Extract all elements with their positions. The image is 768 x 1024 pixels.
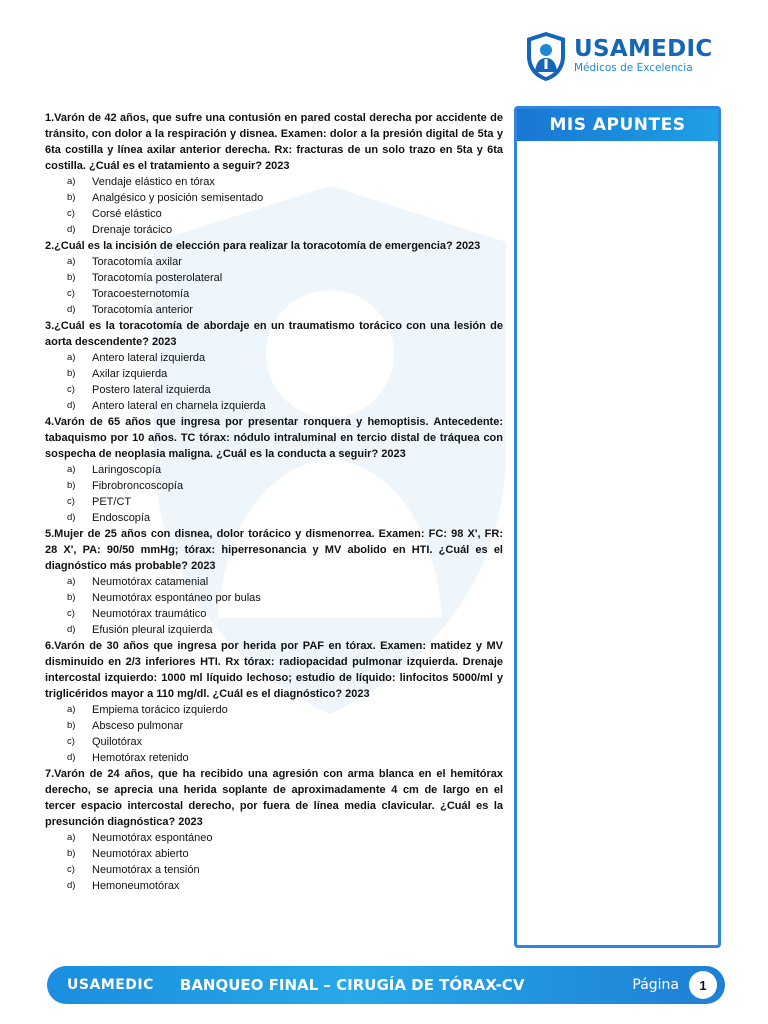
page-footer [47, 966, 725, 1004]
option-text: Toracotomía anterior [92, 304, 193, 316]
answer-option [45, 750, 503, 766]
option-letter: d) [67, 512, 76, 523]
question-item [45, 238, 503, 318]
answer-option [45, 286, 503, 302]
option-letter: b) [67, 592, 76, 603]
option-text: Toracotomía posterolateral [92, 272, 223, 284]
option-letter: c) [67, 208, 75, 219]
notes-title: MIS APUNTES [517, 109, 718, 141]
option-text: Axilar izquierda [92, 368, 168, 380]
option-text: Laringoscopía [92, 464, 162, 476]
option-letter: d) [67, 224, 76, 235]
option-list [45, 462, 503, 526]
option-text: Vendaje elástico en tórax [92, 176, 215, 188]
option-letter: a) [67, 464, 76, 475]
option-text: Fibrobroncoscopía [92, 480, 184, 492]
answer-option [45, 878, 503, 894]
option-text: Postero lateral izquierda [92, 384, 211, 396]
answer-option [45, 590, 503, 606]
option-text: Neumotórax a tensión [92, 864, 200, 876]
answer-option [45, 478, 503, 494]
option-text: Neumotórax traumático [92, 608, 207, 620]
answer-option [45, 622, 503, 638]
question-item [45, 414, 503, 526]
answer-option [45, 574, 503, 590]
answer-option [45, 382, 503, 398]
option-text: Antero lateral en charnela izquierda [92, 400, 266, 412]
option-text: PET/CT [92, 496, 132, 508]
answer-option [45, 510, 503, 526]
option-text: Toracotomía axilar [92, 256, 182, 268]
brand-logo [524, 30, 713, 82]
option-list [45, 574, 503, 638]
option-letter: b) [67, 272, 76, 283]
answer-option [45, 606, 503, 622]
option-letter: a) [67, 832, 76, 843]
doctor-shield-icon [524, 30, 568, 82]
option-text: Hemotórax retenido [92, 752, 189, 764]
option-text: Neumotórax abierto [92, 848, 189, 860]
brand-tagline: Médicos de Excelencia [574, 62, 693, 75]
option-text: Neumotórax espontáneo [92, 832, 213, 844]
option-text: Neumotórax espontáneo por bulas [92, 592, 261, 604]
answer-option [45, 222, 503, 238]
option-letter: b) [67, 848, 76, 859]
option-text: Empiema torácico izquierdo [92, 704, 228, 716]
option-letter: c) [67, 736, 75, 747]
option-letter: b) [67, 192, 76, 203]
option-letter: a) [67, 352, 76, 363]
option-letter: c) [67, 608, 75, 619]
option-text: Endoscopía [92, 512, 151, 524]
question-item [45, 638, 503, 766]
answer-option [45, 862, 503, 878]
option-letter: a) [67, 576, 76, 587]
answer-option [45, 462, 503, 478]
option-text: Antero lateral izquierda [92, 352, 206, 364]
option-letter: c) [67, 288, 75, 299]
option-letter: c) [67, 384, 75, 395]
answer-option [45, 174, 503, 190]
question-list [45, 110, 503, 894]
option-text: Toracoesternotomía [92, 288, 190, 300]
question-item [45, 766, 503, 894]
answer-option [45, 270, 503, 286]
option-text: Absceso pulmonar [92, 720, 184, 732]
question-stem: 4.Varón de 65 años que ingresa por presentar ronquera y hemoptisis. Antecedente: tabaquismo por 10 años. TC tórax: nódulo intraluminal en tercio distal de tráquea con sospecha de neoplasia maligna. ¿Cuál es la conducta a seguir? 2023 [45, 416, 503, 460]
answer-option [45, 702, 503, 718]
option-list [45, 830, 503, 894]
option-letter: d) [67, 304, 76, 315]
footer-title: BANQUEO FINAL – CIRUGÍA DE TÓRAX-CV [179, 976, 525, 994]
option-text: Analgésico y posición semisentado [92, 192, 264, 204]
option-text: Drenaje torácico [92, 224, 173, 236]
question-stem: 6.Varón de 30 años que ingresa por herida por PAF en tórax. Examen: matidez y MV disminuido en 2/3 inferiores HTI. Rx tórax: radiopacidad pulmonar izquierda. Drenaje intercostal izquierdo: 1000 ml líquido lechoso; estudio de líquido: linfocitos 5000/ml y triglicéridos mayor a 110 mg/dl. ¿Cuál es el diagnóstico? 2023 [45, 640, 503, 700]
option-letter: b) [67, 720, 76, 731]
question-stem: 7.Varón de 24 años, que ha recibido una agresión con arma blanca en el hemitórax derecho, se aprecia una herida soplante de aproximadamente 4 cm de largo en el tercer espacio intercostal derecho, por fuera de línea media clavicular. ¿Cuál es la presunción diagnóstica? 2023 [45, 768, 503, 828]
option-letter: d) [67, 752, 76, 763]
answer-option [45, 350, 503, 366]
option-text: Quilotórax [92, 736, 143, 748]
option-letter: a) [67, 704, 76, 715]
brand-name: USAMEDIC [574, 36, 713, 63]
answer-option [45, 190, 503, 206]
option-letter: d) [67, 624, 76, 635]
option-list [45, 702, 503, 766]
option-text: Neumotórax catamenial [92, 576, 209, 588]
option-letter: a) [67, 176, 76, 187]
option-letter: c) [67, 496, 75, 507]
answer-option [45, 254, 503, 270]
answer-option [45, 206, 503, 222]
option-list [45, 174, 503, 238]
option-letter: b) [67, 368, 76, 379]
option-letter: c) [67, 864, 75, 875]
question-item [45, 110, 503, 238]
answer-option [45, 366, 503, 382]
answer-option [45, 494, 503, 510]
question-stem: 3.¿Cuál es la toracotomía de abordaje en un traumatismo torácico con una lesión de aorta descendente? 2023 [45, 320, 503, 348]
footer-brand: USAMEDIC [67, 977, 154, 993]
answer-option [45, 830, 503, 846]
answer-option [45, 398, 503, 414]
option-list [45, 254, 503, 318]
question-stem: 1.Varón de 42 años, que sufre una contusión en pared costal derecha por accidente de tránsito, con dolor a la respiración y disnea. Examen: dolor a la presión digital de 5ta y 6ta costilla y línea axilar anterior derecha. Rx: fracturas de un solo trazo en 5ta y 6ta costilla. ¿Cuál es el tratamiento a seguir? 2023 [45, 112, 503, 172]
option-letter: b) [67, 480, 76, 491]
option-list [45, 350, 503, 414]
question-stem: 2.¿Cuál es la incisión de elección para realizar la toracotomía de emergencia? 2023 [45, 240, 481, 252]
option-letter: a) [67, 256, 76, 267]
question-item [45, 318, 503, 414]
page-number: 1 [689, 971, 717, 999]
answer-option [45, 846, 503, 862]
answer-option [45, 718, 503, 734]
option-text: Corsé elástico [92, 208, 162, 220]
question-stem: 5.Mujer de 25 años con disnea, dolor torácico y dismenorrea. Examen: FC: 98 X', FR: 28 X', PA: 90/50 mmHg; tórax: hiperresonancia y MV abolido en HTI. ¿Cuál es el diagnóstico más probable? 2023 [45, 528, 503, 572]
option-letter: d) [67, 880, 76, 891]
option-text: Hemoneumotórax [92, 880, 180, 892]
notes-panel[interactable] [514, 106, 721, 948]
answer-option [45, 302, 503, 318]
answer-option [45, 734, 503, 750]
question-item [45, 526, 503, 638]
option-letter: d) [67, 400, 76, 411]
option-text: Efusión pleural izquierda [92, 624, 213, 636]
page-label: Página [632, 977, 679, 993]
